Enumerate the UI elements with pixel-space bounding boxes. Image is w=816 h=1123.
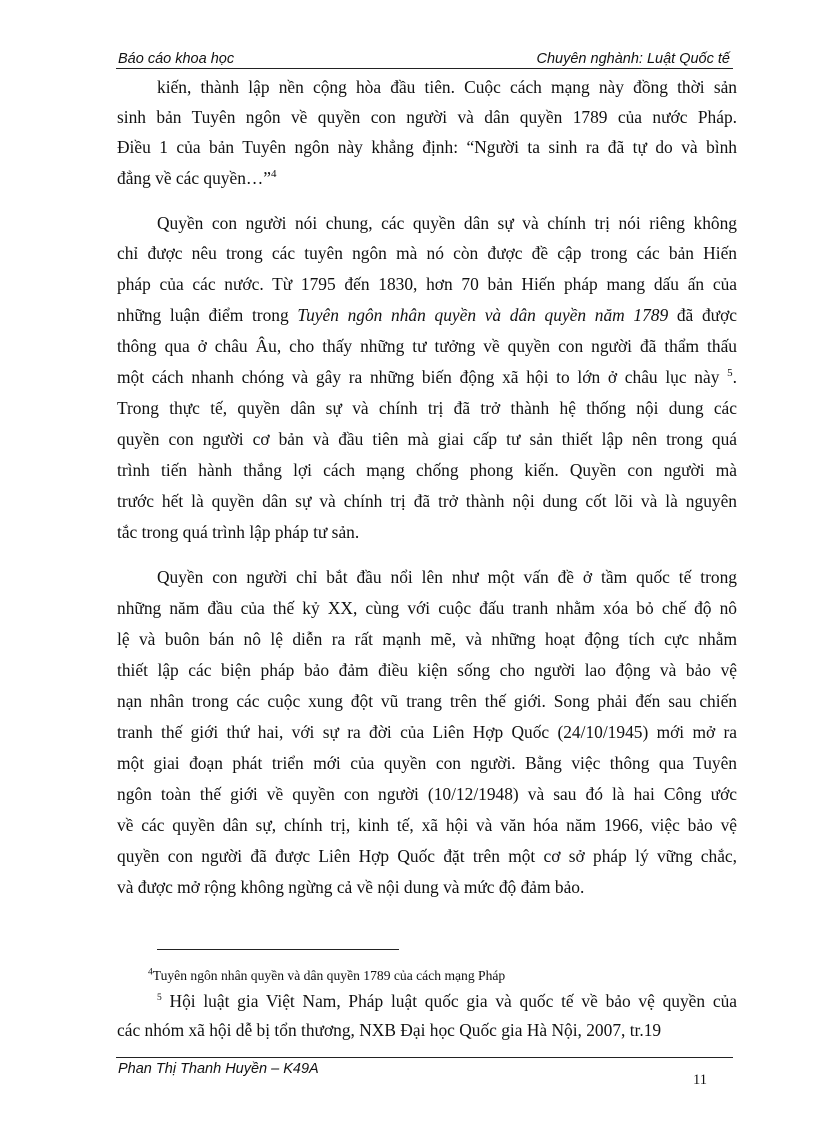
body-line: thiết lập các biện pháp bảo đảm điều kiện sống cho người lao động và bảo vệ <box>117 660 737 680</box>
body-line: chỉ được nêu trong các tuyên ngôn mà nó còn được đề cập trong các bản Hiến <box>117 243 737 263</box>
header-divider <box>116 68 733 69</box>
body-line: trình tiến hành thắng lợi cách mạng chống phong kiến. Quyền con người mà <box>117 460 737 480</box>
body-line <box>117 304 737 326</box>
body-line-text: một cách nhanh chóng và gây ra những biến động xã hội to lớn ở châu lục này <box>117 367 728 387</box>
body-line: một giai đoạn phát triển mới của quyền con người. Bằng việc thông qua Tuyên <box>117 753 737 773</box>
body-line: ngôn toàn thế giới về quyền con người (10/12/1948) và sau đó là hai Công ước <box>117 784 737 804</box>
body-line: pháp của các nước. Từ 1795 đến 1830, hơn 70 bản Hiến pháp mang dấu ấn của <box>117 274 737 294</box>
body-line: Trong thực tế, quyền dân sự và chính trị đã trở thành hệ thống nội dung các <box>117 398 737 418</box>
body-line-text: đẳng về các quyền…” <box>117 168 272 188</box>
footnote-separator <box>157 949 399 950</box>
body-line: tranh thế giới thứ hai, với sự ra đời của Liên Hợp Quốc (24/10/1945) mới mở ra <box>117 722 737 742</box>
body-line-text: đã được <box>668 305 737 325</box>
footer-divider <box>116 1057 733 1058</box>
body-line: tắc trong quá trình lập pháp tư sản. <box>117 522 360 542</box>
body-line: lệ và buôn bán nô lệ diễn ra rất mạnh mẽ, và những hoạt động tích cực nhằm <box>117 629 737 649</box>
footer-author: Phan Thị Thanh Huyền – K49A <box>118 1061 319 1077</box>
footnote-5-cont: các nhóm xã hội dễ bị tổn thương, NXB Đại học Quốc gia Hà Nội, 2007, tr.19 <box>117 1020 662 1040</box>
italic-title: Tuyên ngôn nhân quyền và dân quyền năm 1789 <box>297 305 669 325</box>
body-line-text: . <box>732 367 737 387</box>
body-line <box>117 167 737 189</box>
footnote-mark: 5 <box>157 993 162 1004</box>
body-line: Quyền con người chỉ bắt đầu nổi lên như một vấn đề ở tầm quốc tế trong <box>157 567 737 587</box>
footnote-5 <box>157 990 737 1012</box>
body-line: kiến, thành lập nền cộng hòa đầu tiên. Cuộc cách mạng này đồng thời sản <box>157 77 737 97</box>
header-right-title: Chuyên nghành: Luật Quốc tế <box>536 51 730 67</box>
body-line: Điều 1 của bản Tuyên ngôn này khẳng định: “Người ta sinh ra đã tự do và bình <box>117 137 737 157</box>
body-line: thông qua ở châu Âu, cho thấy những tư tưởng về quyền con người đã thẩm thấu <box>117 336 737 356</box>
body-line: Quyền con người nói chung, các quyền dân sự và chính trị nói riêng không <box>157 213 737 233</box>
body-line: trước hết là quyền dân sự và chính trị đã trở thành nội dung cốt lõi và là nguyên <box>117 491 737 511</box>
footnote-mark: 4 <box>148 967 153 978</box>
body-line: nạn nhân trong các cuộc xung đột vũ trang trên thế giới. Song phải đến sau chiến <box>117 691 737 711</box>
body-line: quyền con người đã được Liên Hợp Quốc đặt trên một cơ sở pháp lý vững chắc, <box>117 846 737 866</box>
body-line: những năm đầu của thế kỷ XX, cùng với cuộc đấu tranh nhằm xóa bỏ chế độ nô <box>117 598 737 618</box>
footnote-ref-5[interactable]: 5 <box>727 367 733 380</box>
page-number: 11 <box>693 1072 707 1088</box>
body-line: về các quyền dân sự, chính trị, kinh tế, xã hội và văn hóa năm 1966, việc bảo vệ <box>117 815 737 835</box>
footnote-4 <box>148 967 505 985</box>
footnote-ref-4[interactable]: 4 <box>271 168 277 181</box>
footnote-text: Tuyên ngôn nhân quyền và dân quyền 1789 của cách mạng Pháp <box>152 968 506 983</box>
header-left-title: Báo cáo khoa học <box>118 51 235 67</box>
body-line: và được mở rộng không ngừng cả về nội dung và mức độ đảm bảo. <box>117 877 585 897</box>
body-line <box>117 366 737 388</box>
footnote-text: Hội luật gia Việt Nam, Pháp luật quốc gia và quốc tế về bảo vệ quyền của <box>161 991 737 1011</box>
body-line: quyền con người cơ bản và đầu tiên mà giai cấp tư sản thiết lập nên trong quá <box>117 429 737 449</box>
body-line: sinh bản Tuyên ngôn về quyền con người và dân quyền 1789 của nước Pháp. <box>117 107 737 127</box>
body-line-text: những luận điểm trong <box>117 305 298 325</box>
